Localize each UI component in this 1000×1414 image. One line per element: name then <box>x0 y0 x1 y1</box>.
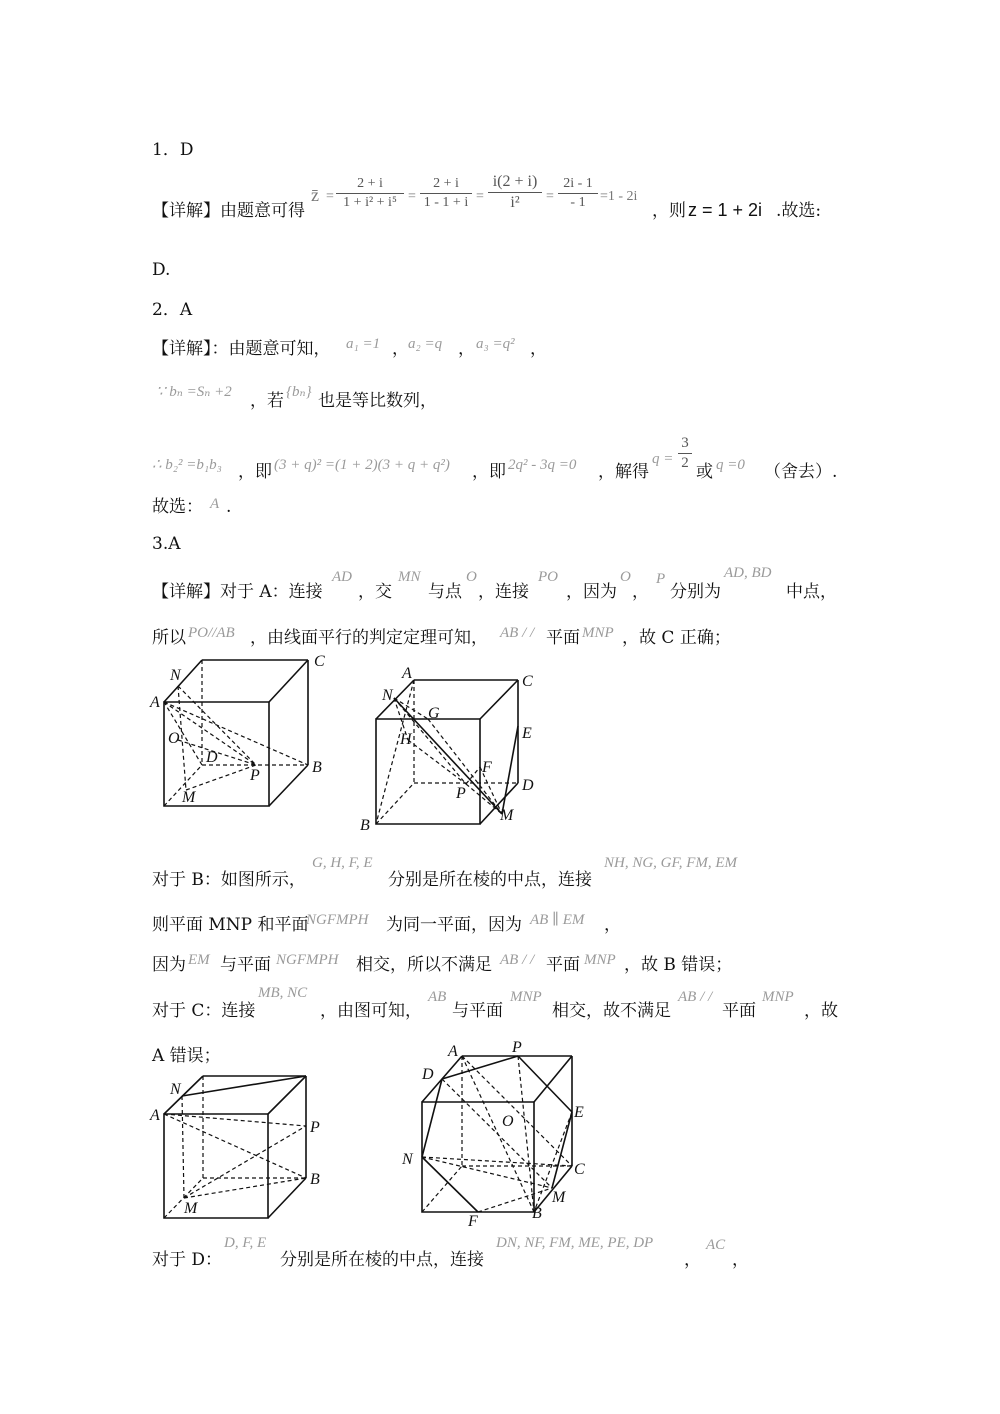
q3-pC-gu: ，故 <box>804 1001 838 1021</box>
fig2-label-C: C <box>522 673 533 690</box>
q3-pA-lianjie: ，连接 <box>478 582 529 602</box>
q1-frac2 <box>420 177 472 210</box>
q3-pA-ADBD: AD, BD <box>724 565 772 581</box>
fig1-label-O: O <box>168 730 180 747</box>
q3-pC-label: 对于 C：连接 <box>152 1001 256 1021</box>
figure-2-cube <box>356 662 546 834</box>
q2-q-num: 3 <box>681 435 689 451</box>
fig4-label-F: F <box>468 1213 478 1230</box>
q2-line1: 【详解】：由题意可知， <box>152 339 331 359</box>
q2-bn: ∵ bₙ =Sₙ +2 <box>156 384 232 400</box>
q3-pA2-par: PO//AB <box>188 625 235 641</box>
q3-pB-pts: G, H, F, E <box>312 855 373 871</box>
q1-choose: .故选: <box>776 201 822 221</box>
fig1-label-D: D <box>206 749 218 766</box>
q3-pA2-MNP: MNP <box>582 625 614 641</box>
fig2-label-E: E <box>522 725 532 742</box>
q2-a1: a₁ =1 <box>346 336 381 352</box>
fig3-label-B: B <box>310 1171 320 1188</box>
q3-pA2-text: 所以 <box>152 628 186 648</box>
q1-eq1: = <box>326 189 334 204</box>
q2-ji1: ，即 <box>238 462 272 482</box>
fig2-label-A: A <box>402 665 412 682</box>
fig2-label-G: G <box>428 705 440 722</box>
fig4-label-D: D <box>422 1066 434 1083</box>
q3-pA-yinwei: ，因为 <box>566 582 617 602</box>
q3-pA2-mid: ，由线面平行的判定定理可知， <box>250 628 488 648</box>
q1-frac3-num: i(2 + i) <box>492 173 538 190</box>
q3-pA-PO: PO <box>538 569 558 585</box>
q3-pB3-pl: 平面 <box>546 955 580 975</box>
q3-pC-MNP2: MNP <box>762 989 794 1005</box>
q3-pC-cross: 相交，故不满足 <box>552 1001 671 1021</box>
q3-pB2-tail: ， <box>604 915 621 935</box>
q3-pA-jiao: ，交 <box>358 582 392 602</box>
q2-set: {bₙ} <box>286 384 312 400</box>
q3-pC-lines: MB, NC <box>258 985 308 1001</box>
q1-eq3: = <box>476 189 484 204</box>
q3-pB3-EM: EM <box>188 952 210 968</box>
q1-frac2-num: 2 + i <box>433 176 459 191</box>
fig2-label-D: D <box>522 777 534 794</box>
fig3-label-M: M <box>184 1200 198 1217</box>
q2-q-den: 2 <box>681 455 689 471</box>
q2-choose: 故选： <box>152 497 203 517</box>
q2-period: . <box>226 497 232 517</box>
fig2-label-B: B <box>360 817 370 834</box>
q2-eq2: 2q² - 3q =0 <box>508 457 577 473</box>
fig1-label-N: N <box>170 667 181 684</box>
q3-pA-yudian: 与点 <box>428 582 462 602</box>
fig2-label-F: F <box>482 759 492 776</box>
fig1-label-C: C <box>314 653 325 670</box>
q2-heading: 2．A <box>152 300 193 320</box>
q1-z-result: z = 1 + 2i <box>688 200 763 220</box>
q2-solve: ，解得 <box>598 462 649 482</box>
fig1-label-B: B <box>312 759 322 776</box>
fig4-label-A: A <box>448 1043 458 1060</box>
figure-4-cube <box>396 1034 596 1230</box>
q2-or: 或 <box>696 462 713 482</box>
q2-a3: a₃ =q² <box>476 336 515 352</box>
q2-a2: a₂ =q <box>408 336 443 352</box>
q1-answer: D. <box>152 260 171 280</box>
q1-then: ，则 <box>652 201 686 221</box>
q3-pD-pts: D, F, E <box>224 1235 267 1251</box>
q3-pC-AB: AB <box>428 989 447 1005</box>
figure-3-cube <box>148 1070 338 1230</box>
q3-pB3-cross: 相交，所以不满足 <box>356 955 492 975</box>
q1-frac4-num: 2i - 1 <box>563 176 593 191</box>
q1-frac3 <box>488 174 542 211</box>
fig4-label-C: C <box>574 1161 585 1178</box>
q3-pD-lines: DN, NF, FM, ME, PE, DP <box>496 1235 654 1251</box>
q3-heading: 3.A <box>152 534 181 554</box>
q3-pB2-par: AB ∥ EM <box>530 912 585 928</box>
q3-pB3-AB: AB / / <box>500 952 535 968</box>
q1-eq2: = <box>408 189 416 204</box>
q3-pC-mid: ，由图可知， <box>320 1001 422 1021</box>
q3-pA-fenbie: 分别为 <box>670 582 721 602</box>
q1-frac4-den: - 1 <box>570 195 586 210</box>
fig1-label-M: M <box>182 789 196 806</box>
q2-line2-tail: 也是等比数列， <box>318 391 437 411</box>
fig2-label-M: M <box>500 807 514 824</box>
q2-eq-expand: (3 + q)² =(1 + 2)(3 + q + q²) <box>274 457 450 473</box>
q3-pB2-plane: NGFMPH <box>306 912 369 928</box>
q1-eq4: = <box>546 189 554 204</box>
fig4-label-P: P <box>512 1039 522 1056</box>
q3-pA-O: O <box>466 569 477 585</box>
q3-pB3-text: 因为 <box>152 955 186 975</box>
q2-comma1: ， <box>392 339 409 359</box>
q2-q-frac <box>678 436 692 471</box>
q2-qzero: q =0 <box>716 457 745 473</box>
q3-pB-label: 对于 B：如图所示， <box>152 870 306 890</box>
q1-frac2-den: 1 - 1 + i <box>423 195 469 210</box>
q3-pA-label: 【详解】对于 A：连接 <box>152 582 323 602</box>
q3-pA2-tail: ，故 C 正确； <box>622 628 731 648</box>
fig4-label-M: M <box>552 1189 566 1206</box>
q1-zbar: z̄ <box>311 185 319 205</box>
fig3-label-P: P <box>310 1119 320 1136</box>
q3-pD-AC: AC <box>706 1237 726 1253</box>
q3-pA-mid: 中点， <box>786 582 837 602</box>
q1-frac3-den: i² <box>510 194 520 211</box>
q3-pC2: A 错误； <box>152 1046 221 1066</box>
q3-pA-O2: O <box>620 569 631 585</box>
fig2-label-N: N <box>382 687 393 704</box>
q3-pC-MNP: MNP <box>510 989 542 1005</box>
q1-frac1 <box>336 177 404 210</box>
q1-frac1-num: 2 + i <box>357 176 383 191</box>
q3-pB-mid: 分别是所在棱的中点，连接 <box>388 870 592 890</box>
q2-answer: A <box>210 496 220 512</box>
q3-pB3-tail: ，故 B 错误； <box>624 955 733 975</box>
q3-pD-comma2: ， <box>732 1250 749 1270</box>
q2-line2-text: ，若 <box>250 391 284 411</box>
q3-pA-comma: ， <box>632 582 649 602</box>
q3-pB3-MNP: MNP <box>584 952 616 968</box>
fig1-label-A: A <box>150 694 160 711</box>
q3-pC-pl: 平面 <box>722 1001 756 1021</box>
fig3-label-N: N <box>170 1081 181 1098</box>
q2-qvar: q = <box>652 451 674 467</box>
q3-pB2-text: 则平面 MNP 和平面 <box>152 915 309 935</box>
fig1-label-P: P <box>250 767 260 784</box>
q3-pA2-AB: AB / / <box>500 625 535 641</box>
q1-frac4 <box>558 177 598 210</box>
q3-pB3-with: 与平面 <box>220 955 271 975</box>
q3-pA-P: P <box>656 571 666 587</box>
fig4-label-O: O <box>502 1113 514 1130</box>
figure-1-cube <box>148 650 338 810</box>
q2-comma3: ， <box>530 339 547 359</box>
q3-pB3-plane: NGFMPH <box>276 952 339 968</box>
q2-ji2: ，即 <box>472 462 506 482</box>
fig4-label-N: N <box>402 1151 413 1168</box>
fig4-label-E: E <box>574 1104 584 1121</box>
q3-pA2-plane: 平面 <box>546 628 580 648</box>
q1-result: =1 - 2i <box>600 189 638 204</box>
fig2-label-H: H <box>400 731 412 748</box>
q1-frac1-den: 1 + i² + i⁵ <box>343 195 397 210</box>
q2-discard: （舍去）. <box>764 462 838 482</box>
fig3-label-A: A <box>150 1107 160 1124</box>
q3-pB-lines: NH, NG, GF, FM, EM <box>604 855 738 871</box>
fig4-label-B: B <box>532 1205 542 1222</box>
q3-pD-label: 对于 D： <box>152 1250 223 1270</box>
q3-pD-comma: ， <box>684 1250 701 1270</box>
q3-pA-MN: MN <box>398 569 421 585</box>
q1-detail-label: 【详解】由题意可得 <box>152 201 305 221</box>
q3-pC-AB2: AB / / <box>678 989 713 1005</box>
q1-heading: 1．D <box>152 140 194 160</box>
q2-comma2: ， <box>458 339 475 359</box>
q3-pD-mid: 分别是所在棱的中点，连接 <box>280 1250 484 1270</box>
q3-pB2-same: 为同一平面，因为 <box>386 915 522 935</box>
fig2-label-P: P <box>456 785 466 802</box>
q3-pC-with: 与平面 <box>452 1001 503 1021</box>
q3-pA-AD: AD <box>332 569 352 585</box>
q2-line3-prefix: ∴ b₂² =b₁b₃ <box>152 457 222 473</box>
